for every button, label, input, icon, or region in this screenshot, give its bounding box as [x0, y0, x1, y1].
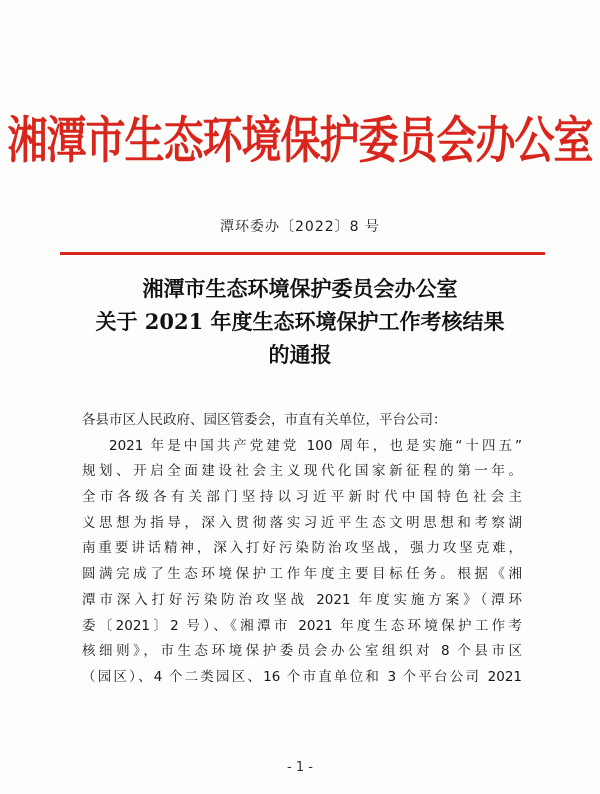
title-line-1: 湘潭市生态环境保护委员会办公室: [142, 276, 458, 301]
body-line: 南重要讲话精神，深入打好污染防治攻坚战，强力攻坚克难，: [82, 540, 522, 557]
body-line: 潭市深入打好污染防治攻坚战 2021 年度实施方案》（潭环: [82, 591, 522, 608]
red-divider-line: [60, 252, 545, 255]
page-number: - 1 -: [287, 760, 313, 775]
body-line: 核细则》，市生态环境保护委员会办公室组织对 8 个县市区: [82, 643, 522, 660]
body-line: 圆满完成了生态环境保护工作年度主要目标任务。根据《湘: [82, 566, 522, 583]
body-line: 规划、开启全面建设社会主义现代化国家新征程的第一年。: [82, 463, 522, 480]
body-line: 全市各级各有关部门坚持以习近平新时代中国特色社会主: [82, 489, 522, 506]
salutation-line: 各县市区人民政府、园区管委会，市直有关单位，平台公司：: [82, 412, 447, 428]
title-line-3: 的通报: [268, 342, 332, 367]
body-line: 委〔2021〕2 号）、《湘潭市 2021 年度生态环境保护工作考: [82, 617, 522, 634]
title-line-2: 关于 2021 年度生态环境保护工作考核结果: [95, 309, 505, 334]
body-line: 义思想为指导，深入贯彻落实习近平生态文明思想和考察湖: [82, 514, 522, 531]
issuer-masthead: 湘潭市生态环境保护委员会办公室: [7, 111, 593, 170]
document-number: 潭环委办〔2022〕8 号: [220, 219, 380, 235]
body-text: [82, 408, 522, 691]
notice-title: [0, 272, 600, 371]
body-line: （园区）、4 个二类园区、16 个市直单位和 3 个平台公司 2021: [82, 668, 522, 685]
body-line: 2021 年是中国共产党建党 100 周年，也是实施“十四五”: [109, 437, 522, 454]
